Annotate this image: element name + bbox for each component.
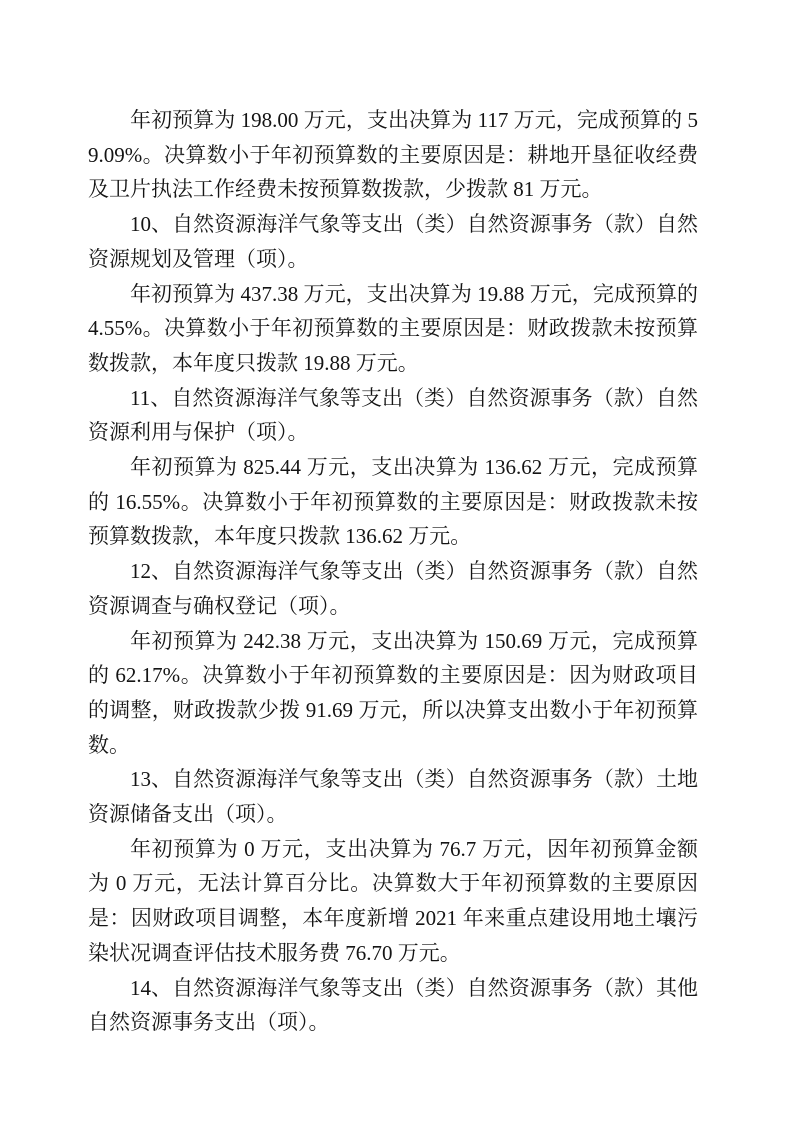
- paragraph-item-10-heading: 10、自然资源海洋气象等支出（类）自然资源事务（款）自然资源规划及管理（项）。: [88, 212, 698, 271]
- paragraph-item-14-heading: 14、自然资源海洋气象等支出（类）自然资源事务（款）其他自然资源事务支出（项）。: [88, 975, 698, 1035]
- paragraph-item-12-heading: 12、自然资源海洋气象等支出（类）自然资源事务（款）自然资源调查与确权登记（项）。: [88, 559, 698, 618]
- document-text-block: [88, 103, 698, 1040]
- paragraph-item-12-detail: 年初预算为 242.38 万元，支出决算为 150.69 万元，完成预算的 62.17%。决算数小于年初预算数的主要原因是：因为财政项目的调整，财政拨款少拨 91.69 万元，所以决算支出数小于年初预算数。: [88, 628, 698, 757]
- paragraph-budget-detail-9: 年初预算为 198.00 万元，支出决算为 117 万元，完成预算的 59.09%。决算数小于年初预算数的主要原因是：耕地开垦征收经费及卫片执法工作经费未按预算数拨款，少拨款 81 万元。: [88, 108, 698, 202]
- paragraph-item-10-detail: 年初预算为 437.38 万元，支出决算为 19.88 万元，完成预算的 4.55%。决算数小于年初预算数的主要原因是：财政拨款未按预算数拨款，本年度只拨款 19.88 万元。: [88, 281, 698, 375]
- paragraph-item-13-detail: 年初预算为 0 万元，支出决算为 76.7 万元，因年初预算金额为 0 万元，无法计算百分比。决算数大于年初预算数的主要原因是：因财政项目调整，本年度新增 2021 年来重点建设用地土壤污染状况调查评估技术服务费 76.70 万元。: [88, 836, 698, 965]
- paragraph-item-11-heading: 11、自然资源海洋气象等支出（类）自然资源事务（款）自然资源利用与保护（项）。: [88, 385, 698, 445]
- paragraph-item-11-detail: 年初预算为 825.44 万元，支出决算为 136.62 万元，完成预算的 16.55%。决算数小于年初预算数的主要原因是：财政拨款未按预算数拨款，本年度只拨款 136.62 万元。: [88, 455, 698, 549]
- paragraph-item-13-heading: 13、自然资源海洋气象等支出（类）自然资源事务（款）土地资源储备支出（项）。: [88, 767, 698, 827]
